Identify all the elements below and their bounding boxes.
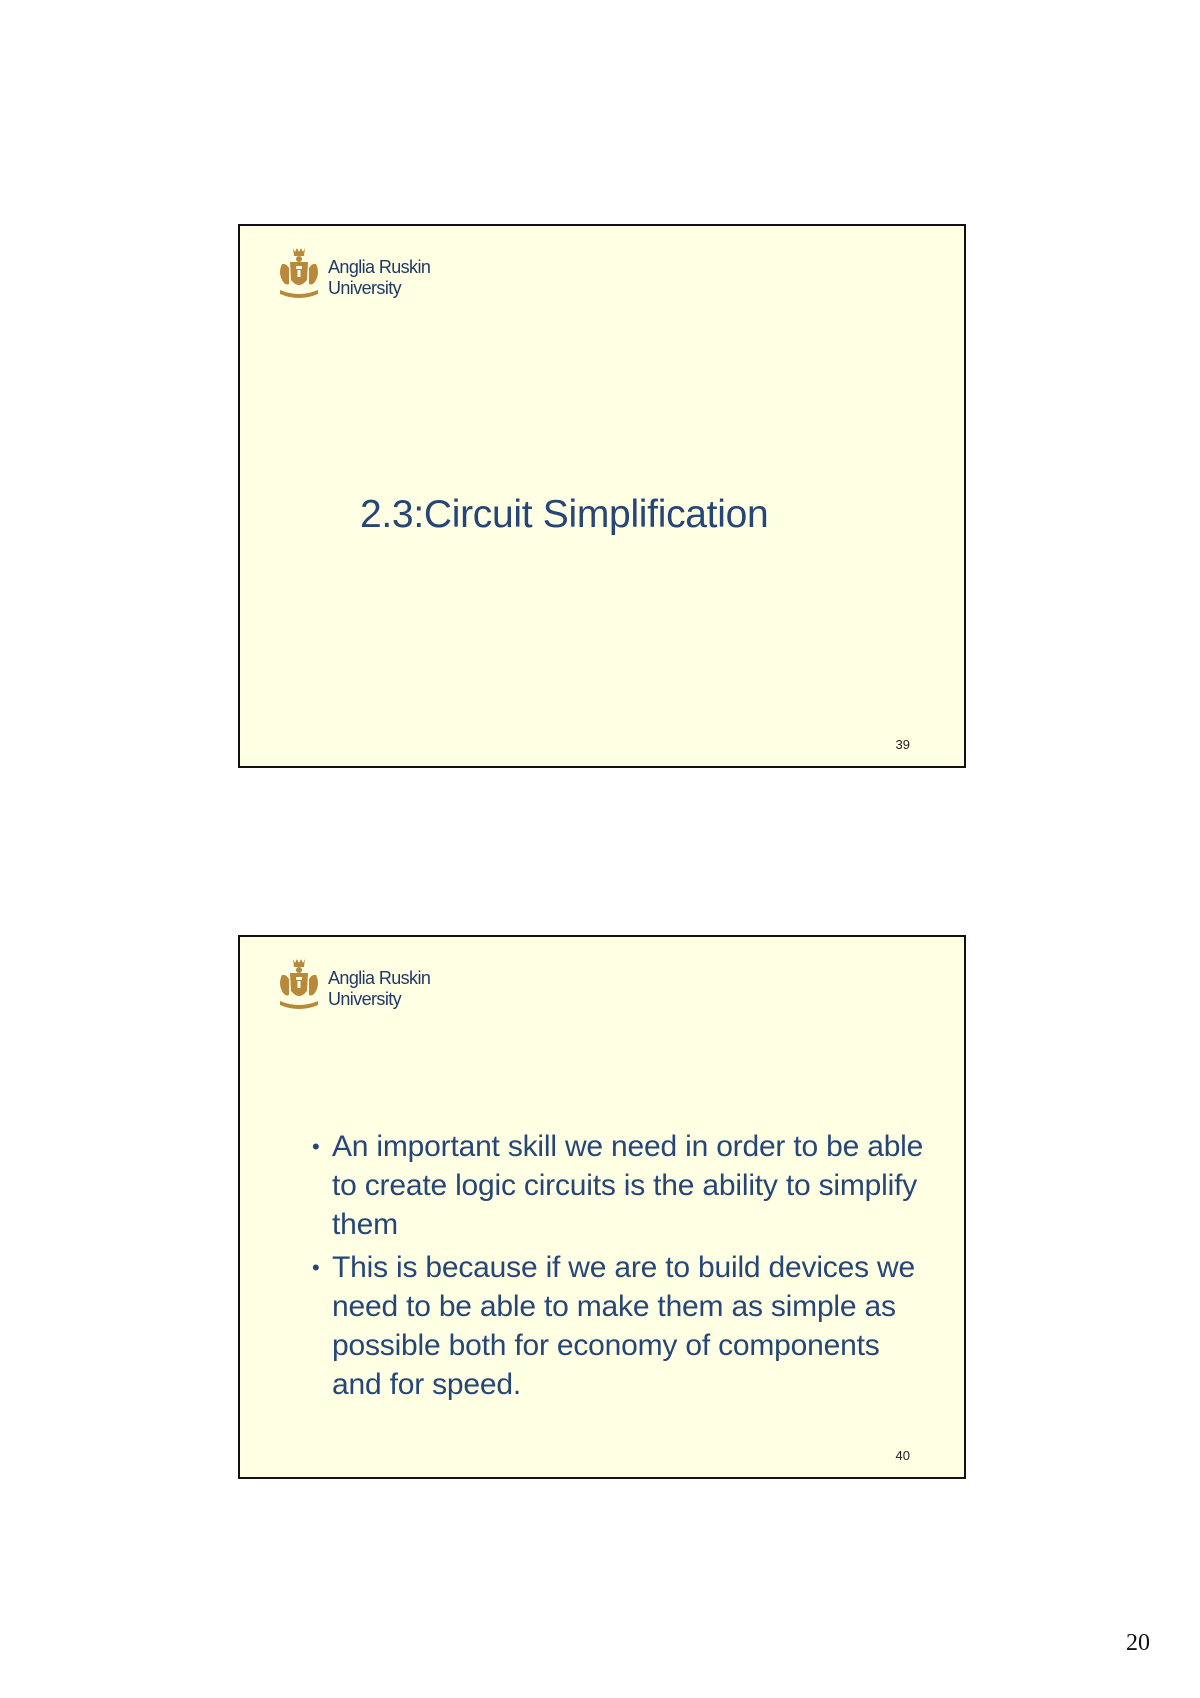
university-logo (276, 246, 456, 306)
slide-number: 39 (895, 737, 910, 752)
university-name-line1: Anglia Ruskin (328, 257, 431, 277)
university-name-line2: University (328, 278, 402, 298)
bullet-item: • An important skill we need in order to be able to create logic circuits is the ability to simplify them (312, 1127, 932, 1244)
university-logo (276, 957, 456, 1017)
bullet-item: • This is because if we are to build devices we need to be able to make them as simple as possible both for economy of components and for speed. (312, 1248, 932, 1404)
bullet-list (312, 1127, 932, 1408)
university-name-line2: University (328, 989, 402, 1009)
university-crest-icon (276, 246, 322, 302)
university-name (328, 257, 430, 299)
university-name (328, 968, 430, 1010)
slide-title: 2.3:Circuit Simplification (360, 493, 769, 536)
slide-39 (238, 224, 966, 768)
page-number: 20 (1126, 1630, 1150, 1656)
slide-number: 40 (895, 1448, 910, 1463)
university-name-line1: Anglia Ruskin (328, 968, 431, 988)
slide-40 (238, 935, 966, 1479)
university-crest-icon (276, 957, 322, 1013)
